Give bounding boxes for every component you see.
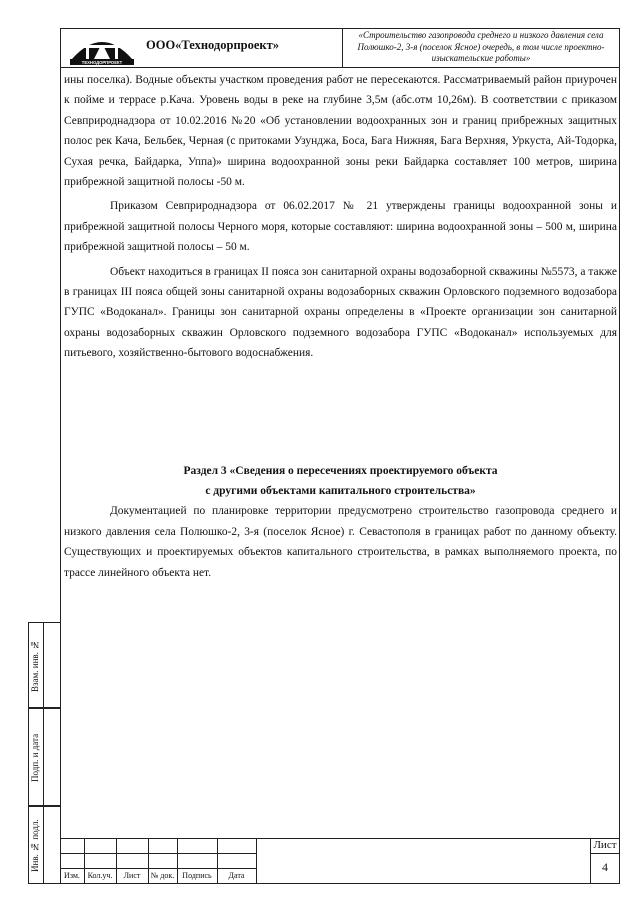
sheet-number: 4 bbox=[602, 860, 608, 874]
title-block bbox=[60, 838, 620, 884]
logo-text: ТЕХНОДОРПРОЕКТ bbox=[81, 60, 123, 65]
page-header bbox=[60, 28, 620, 68]
stamp-inv-label: Инв. № подл. bbox=[30, 819, 40, 873]
paragraph-4: Документацией по планировке территории предусмотрено строительство газопровода среднего и низкого давления села Полюшко-2, 3-я (поселок Ясное) г. Севастополя в границах работ по данному объекту. Существующих и проектируемых объектов капитального строительства, в рамках выполняемого проекта, по трассе линейного объекта нет. bbox=[64, 505, 617, 579]
col-podpis: Подпись bbox=[182, 871, 212, 880]
stamp-podp bbox=[28, 708, 60, 806]
col-koluch: Кол.уч. bbox=[87, 871, 113, 880]
paragraph-3: Объект находиться в границах II пояса зон санитарной охраны водозаборной скважины №5573, а также в границах III пояса общей зоны санитарной охраны водозаборных скважин Орловского подземного водозабора ГУПС «Водоканал». Границы зон санитарной охраны определены в «Проекте организации зон санитарной охраны водозаборных скважин Орловского подземного водозабора ГУПС «Водоканал» используемых для питьевого, хозяйственно-бытового водоснабжения. bbox=[64, 265, 617, 360]
company-logo-icon bbox=[68, 31, 136, 66]
paragraph-2: Приказом Севприроднадзора от 06.02.2017 № 21 утверждены границы водоохранной зоны и прибрежной защитной полосы Черного моря, которые составляют: ширина водоохранной зоны – 500 м, ширина прибрежной защитной полосы – 50 м. bbox=[64, 200, 617, 254]
col-data: Дата bbox=[228, 871, 245, 880]
col-list: Лист bbox=[123, 871, 141, 880]
sheet-label: Лист bbox=[593, 839, 617, 851]
section-body bbox=[64, 501, 617, 583]
stamp-podp-label: Подп. и дата bbox=[30, 733, 40, 783]
stamp-inv bbox=[28, 806, 60, 884]
document-body bbox=[64, 70, 617, 364]
paragraph-1: ины поселка). Водные объекты участком проведения работ не пересекаются. Рассматриваемый район приурочен к пойме и террасе р.Кача. Уровень воды в реке на глубине 3,5м (абс.отм 10,26м). В соответствии с приказом Севприроднадзора от 10.02.2016 №20 «Об установлении водоохранных зон и границ прибрежных защитных полос рек Кача, Бельбек, Черная (с притоками Узунджа, Боса, Бага Нижняя, Бага Верхняя, Уркуста, Ай-Тодорка, Сухая речка, Байдарка, Уппа)» ширина водоохранной зоны реки Байдарка составляет 100 метров, ширина прибрежной защитной полосы -50 м. bbox=[64, 74, 617, 189]
header-divider bbox=[342, 28, 343, 67]
section-title-line-2: с другими объектами капитального строительства» bbox=[205, 485, 476, 497]
company-name: ООО«Технодорпроект» bbox=[146, 38, 279, 52]
col-ndok: № док. bbox=[150, 871, 175, 880]
stamp-vzam bbox=[28, 622, 60, 708]
col-izm: Изм. bbox=[64, 871, 80, 880]
section-title-line-1: Раздел 3 «Сведения о пересечениях проектируемого объекта bbox=[183, 465, 498, 477]
stamp-vzam-label: Взам. инв. № bbox=[30, 639, 40, 693]
project-description: «Строительство газопровода среднего и низкого давления села Полюшко-2, 3-я (поселок Ясное) очередь, в том числе проектно-изыскательские работы» bbox=[357, 30, 605, 63]
section-title bbox=[64, 461, 617, 501]
